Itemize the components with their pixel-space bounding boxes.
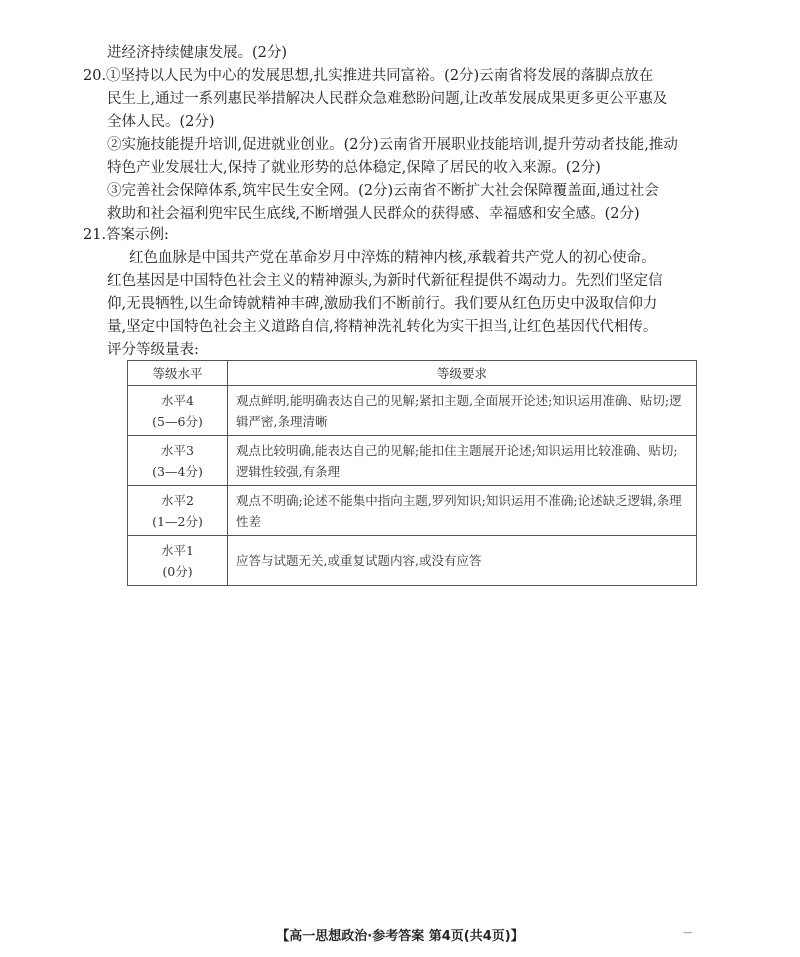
level-name: 水平3 bbox=[161, 442, 194, 458]
page-footer: 【高一思想政治·参考答案 第4页(共4页)】 bbox=[276, 929, 524, 944]
answer-line: 红色基因是中国特色社会主义的精神源头,为新时代新征程提供不竭动力。先烈们坚定信 bbox=[107, 273, 663, 289]
header-requirement: 等级要求 bbox=[228, 361, 697, 386]
level-cell bbox=[128, 486, 228, 536]
table-header-row bbox=[128, 361, 697, 386]
requirement-cell: 观点鲜明,能明确表达自己的见解;紧扣主题,全面展开论述;知识运用准确、贴切;逻辑严密,条理清晰 bbox=[228, 386, 697, 436]
text-line: 进经济持续健康发展。(2分) bbox=[107, 45, 288, 61]
text-line: ③完善社会保障体系,筑牢民生安全网。(2分)云南省不断扩大社会保障覆盖面,通过社会 bbox=[107, 183, 659, 199]
question-21-heading: 21.答案示例: bbox=[83, 227, 169, 243]
answer-line: 仰,无畏牺牲,以生命铸就精神丰碑,激励我们不断前行。我们要从红色历史中汲取信仰力 bbox=[107, 296, 658, 312]
answer-line: 量,坚定中国特色社会主义道路自信,将精神洗礼转化为实干担当,让红色基因代代相传。 bbox=[107, 319, 658, 335]
level-name: 水平1 bbox=[161, 542, 194, 558]
requirement-cell: 观点比较明确,能表达自己的见解;能扣住主题展开论述;知识运用比较准确、贴切;逻辑性较强,有条理 bbox=[228, 436, 697, 486]
text-line: 20.①坚持以人民为中心的发展思想,扎实推进共同富裕。(2分)云南省将发展的落脚点放在 bbox=[83, 68, 654, 84]
scoring-table-title: 评分等级量表: bbox=[107, 342, 199, 358]
table-row bbox=[128, 486, 697, 536]
level-cell bbox=[128, 386, 228, 436]
level-score: (1—2分) bbox=[152, 513, 203, 529]
text-line: 救助和社会福利兜牢民生底线,不断增强人民群众的获得感、幸福感和安全感。(2分) bbox=[107, 206, 640, 222]
question-20 bbox=[83, 42, 701, 226]
text-line: 全体人民。(2分) bbox=[107, 114, 215, 130]
level-score: (5—6分) bbox=[152, 413, 203, 429]
level-score: (0分) bbox=[162, 563, 193, 579]
table-row bbox=[128, 436, 697, 486]
answer-line: 红色血脉是中国共产党在革命岁月中淬炼的精神内核,承载着共产党人的初心使命。 bbox=[129, 250, 656, 266]
level-cell bbox=[128, 436, 228, 486]
level-name: 水平4 bbox=[161, 392, 194, 408]
requirement-cell: 观点不明确;论述不能集中指向主题,罗列知识;知识运用不准确;论述缺乏逻辑,条理性差 bbox=[228, 486, 697, 536]
text-line: 民生上,通过一系列惠民举措解决人民群众急难愁盼问题,让改革发展成果更多更公平惠及 bbox=[107, 91, 668, 107]
corner-mark: — bbox=[683, 928, 692, 938]
scoring-rubric-table bbox=[127, 360, 697, 586]
text-line: 特色产业发展壮大,保持了就业形势的总体稳定,保障了居民的收入来源。(2分) bbox=[107, 160, 601, 176]
text-line: ②实施技能提升培训,促进就业创业。(2分)云南省开展职业技能培训,提升劳动者技能,推动 bbox=[107, 137, 678, 153]
table-row bbox=[128, 386, 697, 436]
requirement-cell: 应答与试题无关,或重复试题内容,或没有应答 bbox=[228, 536, 697, 586]
level-score: (3—4分) bbox=[152, 463, 203, 479]
level-name: 水平2 bbox=[161, 492, 194, 508]
table-row bbox=[128, 536, 697, 586]
level-cell bbox=[128, 536, 228, 586]
question-21 bbox=[83, 224, 701, 362]
header-level: 等级水平 bbox=[128, 361, 228, 386]
